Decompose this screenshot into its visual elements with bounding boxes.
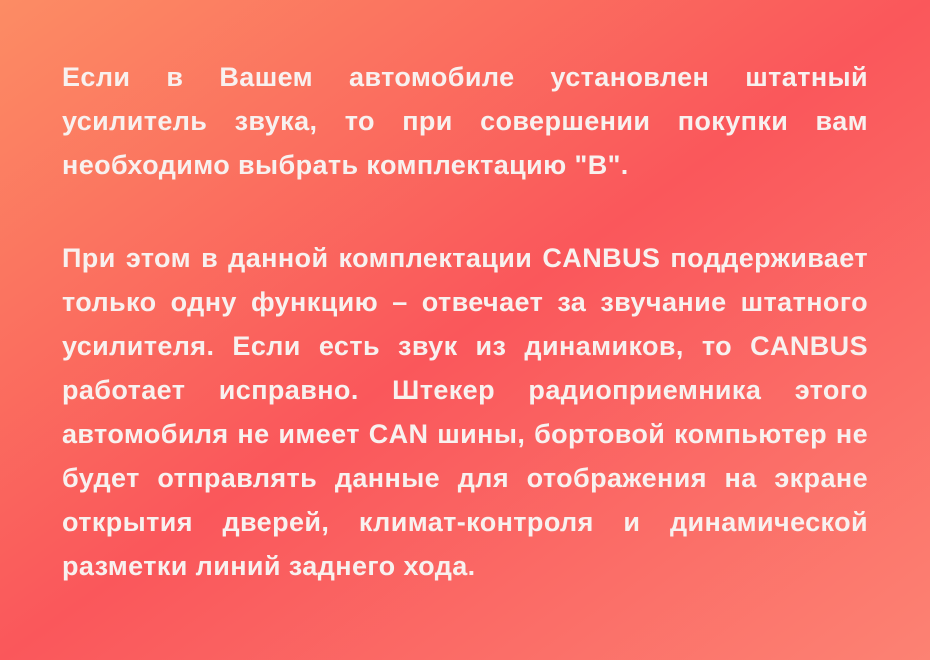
info-text-block (62, 55, 868, 588)
paragraph-canbus-details: При этом в данной комплектации CANBUS поддерживает только одну функцию – отвечает за звучание штатного усилителя. Если есть звук из динамиков, то CANBUS работает исправно. Штекер радиоприемника этого автомобиля не имеет CAN шины, бортовой компьютер не будет отправлять данные для отображения на экране открытия дверей, климат-контроля и динамической разметки линий заднего хода. (62, 243, 868, 581)
paragraph-amplifier-note: Если в Вашем автомобиле установлен штатный усилитель звука, то при совершении покупки вам необходимо выбрать комплектацию "В". (62, 62, 868, 180)
